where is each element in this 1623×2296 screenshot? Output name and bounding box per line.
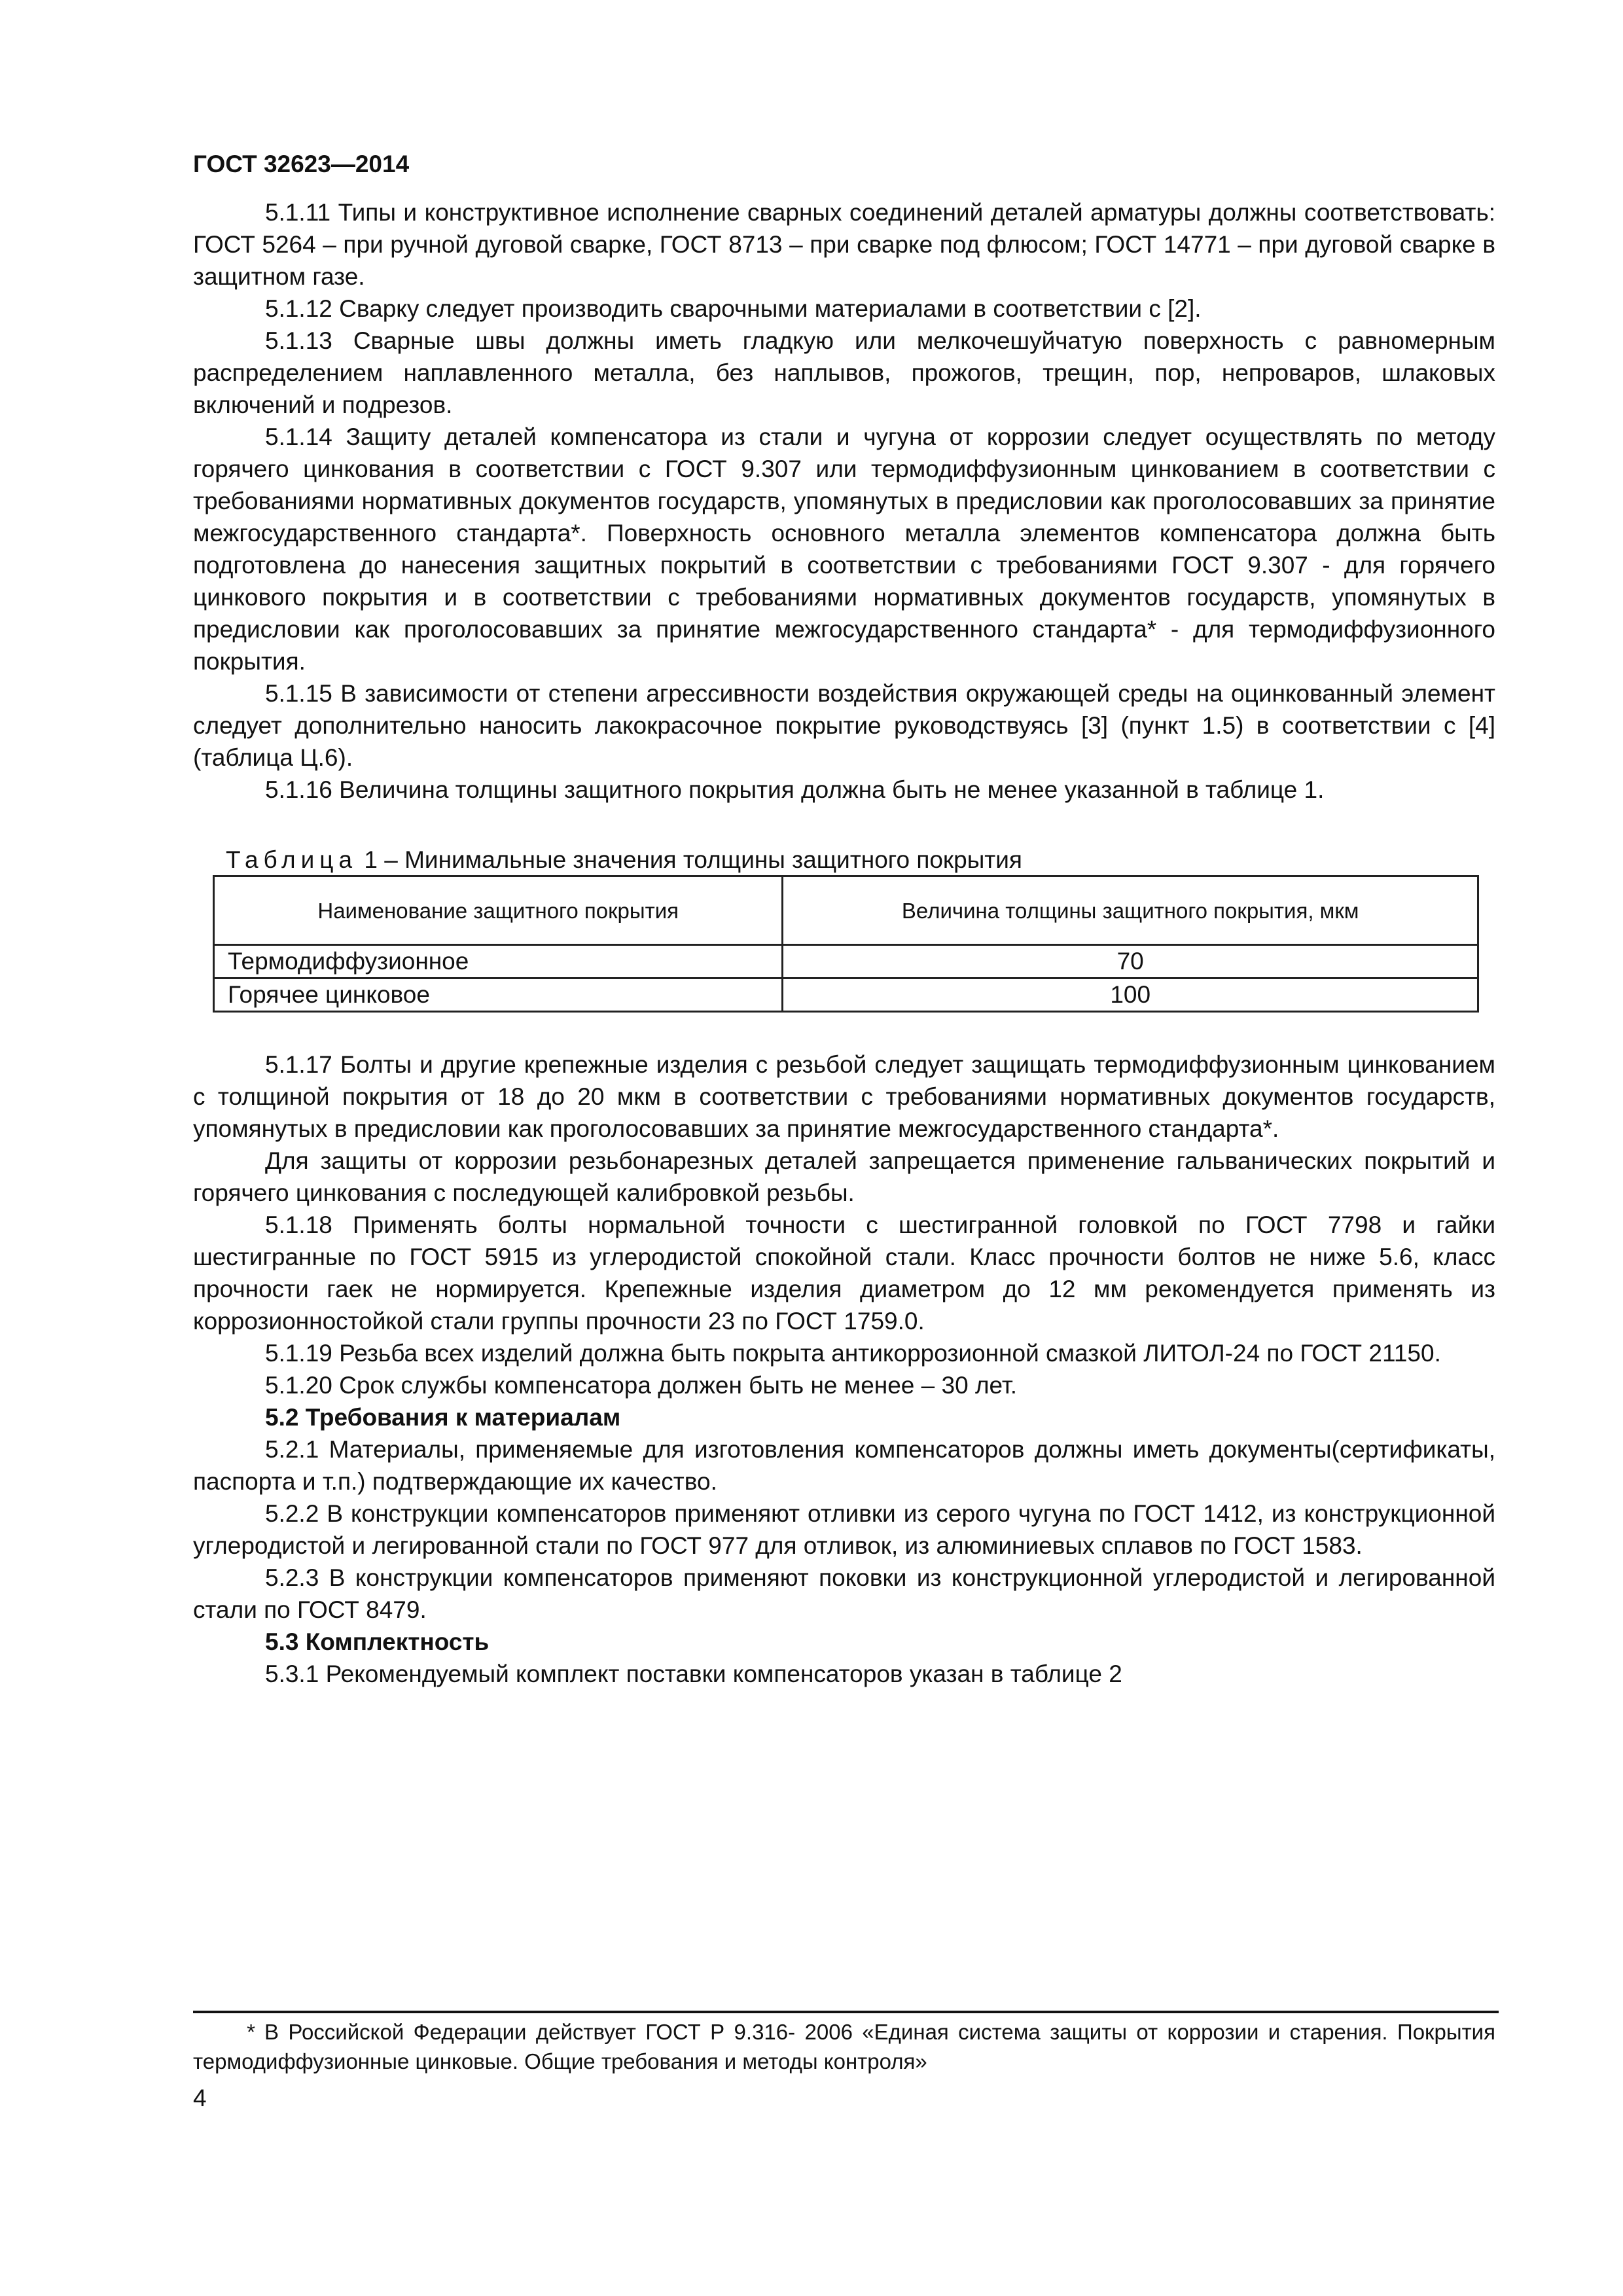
table-cell-name: Горячее цинковое	[214, 978, 783, 1012]
paragraph-5-1-20: 5.1.20 Срок службы компенсатора должен быть не менее – 30 лет.	[265, 1372, 1018, 1399]
footnote-text: В Российской Федерации действует ГОСТ Р 9.316- 2006 «Единая система защиты от коррозии и старения. Покрытия термодиффузионные цинковые. Общие требования и методы контроля»	[193, 2020, 1495, 2073]
paragraph-5-1-15: 5.1.15 В зависимости от степени агрессивности воздействия окружающей среды на оцинкованный элемент следует дополнительно наносить лакокрасочное покрытие руководствуясь [3] (пункт 1.5) в соответствии с [4] (таблица Ц.6).	[193, 680, 1495, 771]
table-caption-word: Таблица	[226, 846, 358, 873]
paragraph-5-1-19: 5.1.19 Резьба всех изделий должна быть покрыта антикоррозионной смазкой ЛИТОЛ-24 по ГОСТ 21150.	[265, 1340, 1441, 1367]
paragraph-5-1-17: 5.1.17 Болты и другие крепежные изделия с резьбой следует защищать термодиффузионным цинкованием с толщиной покрытия от 18 до 20 мкм в соответствии с требованиями нормативных документов государств, упомянутых в предисловии как проголосовавших за принятие межгосударственного стандарта*.	[193, 1051, 1495, 1142]
paragraph-5-2-2: 5.2.2 В конструкции компенсаторов применяют отливки из серого чугуна по ГОСТ 1412, из конструкционной углеродистой и легированной стали по ГОСТ 977 для отливок, из алюминиевых сплавов по ГОСТ 1583.	[193, 1500, 1495, 1559]
column-header-coating-name: Наименование защитного покрытия	[214, 876, 783, 945]
section-heading-5-3: 5.3 Комплектность	[265, 1628, 490, 1655]
paragraph-5-3-1: 5.3.1 Рекомендуемый комплект поставки компенсаторов указан в таблице 2	[265, 1660, 1122, 1687]
paragraph-5-2-1: 5.2.1 Материалы, применяемые для изготовления компенсаторов должны иметь документы(сертификаты, паспорта и т.п.) подтверждающие их качество.	[193, 1436, 1495, 1495]
paragraph-threading-protection: Для защиты от коррозии резьбонарезных деталей запрещается применение гальванических покрытий и горячего цинкования с последующей калибровкой резьбы.	[193, 1147, 1495, 1206]
footnote-divider	[193, 2011, 1499, 2013]
paragraph-5-1-18: 5.1.18 Применять болты нормальной точности с шестигранной головкой по ГОСТ 7798 и гайки шестигранные по ГОСТ 5915 из углеродистой спокойной стали. Класс прочности болтов не ниже 5.6, класс прочности гаек не нормируется. Крепежные изделия диаметром до 12 мм рекомендуется применять из коррозионностойкой стали группы прочности 23 по ГОСТ 1759.0.	[193, 1211, 1495, 1335]
body-text	[193, 196, 1495, 1690]
document-header: ГОСТ 32623—2014	[193, 151, 410, 177]
table-header-row	[214, 876, 1478, 945]
footnote	[193, 2017, 1495, 2076]
paragraph-5-1-11: 5.1.11 Типы и конструктивное исполнение сварных соединений деталей арматуры должны соответствовать: ГОСТ 5264 – при ручной дуговой сварке, ГОСТ 8713 – при сварке под флюсом; ГОСТ 14771 – при дуговой сварке в защитном газе.	[193, 199, 1495, 290]
table-caption-text: 1 – Минимальные значения толщины защитного покрытия	[364, 846, 1022, 873]
footnote-marker: *	[247, 2020, 255, 2044]
column-header-thickness: Величина толщины защитного покрытия, мкм	[783, 876, 1478, 945]
document-page	[193, 0, 1495, 2296]
paragraph-5-1-16: 5.1.16 Величина толщины защитного покрытия должна быть не менее указанной в таблице 1.	[265, 776, 1325, 803]
table-row	[214, 978, 1478, 1012]
table-row	[214, 945, 1478, 978]
paragraph-5-1-13: 5.1.13 Сварные швы должны иметь гладкую или мелкочешуйчатую поверхность с равномерным распределением наплавленного металла, без наплывов, прожогов, трещин, пор, непроваров, шлаковых включений и подрезов.	[193, 327, 1495, 418]
section-heading-5-2: 5.2 Требования к материалам	[265, 1404, 621, 1431]
table-cell-name: Термодиффузионное	[214, 945, 783, 978]
table-cell-value: 100	[783, 978, 1478, 1012]
page-number: 4	[193, 2085, 207, 2111]
paragraph-5-2-3: 5.2.3 В конструкции компенсаторов применяют поковки из конструкционной углеродистой и легированной стали по ГОСТ 8479.	[193, 1564, 1495, 1623]
paragraph-5-1-12: 5.1.12 Сварку следует производить сварочными материалами в соответствии с [2].	[265, 295, 1202, 322]
table-1-caption	[226, 845, 1495, 875]
paragraph-5-1-14: 5.1.14 Защиту деталей компенсатора из стали и чугуна от коррозии следует осуществлять по методу горячего цинкования в соответствии с ГОСТ 9.307 или термодиффузионным цинкованием в соответствии с требованиями нормативных документов государств, упомянутых в предисловии как проголосовавших за принятие межгосударственного стандарта*. Поверхность основного металла элементов компенсатора должна быть подготовлена до нанесения защитных покрытий в соответствии с требованиями ГОСТ 9.307 - для горячего цинкового покрытия и в соответствии с требованиями нормативных документов государств, упомянутых в предисловии как проголосовавших за принятие межгосударственного стандарта* - для термодиффузионного покрытия.	[193, 423, 1495, 675]
table-1	[213, 875, 1479, 1013]
table-cell-value: 70	[783, 945, 1478, 978]
